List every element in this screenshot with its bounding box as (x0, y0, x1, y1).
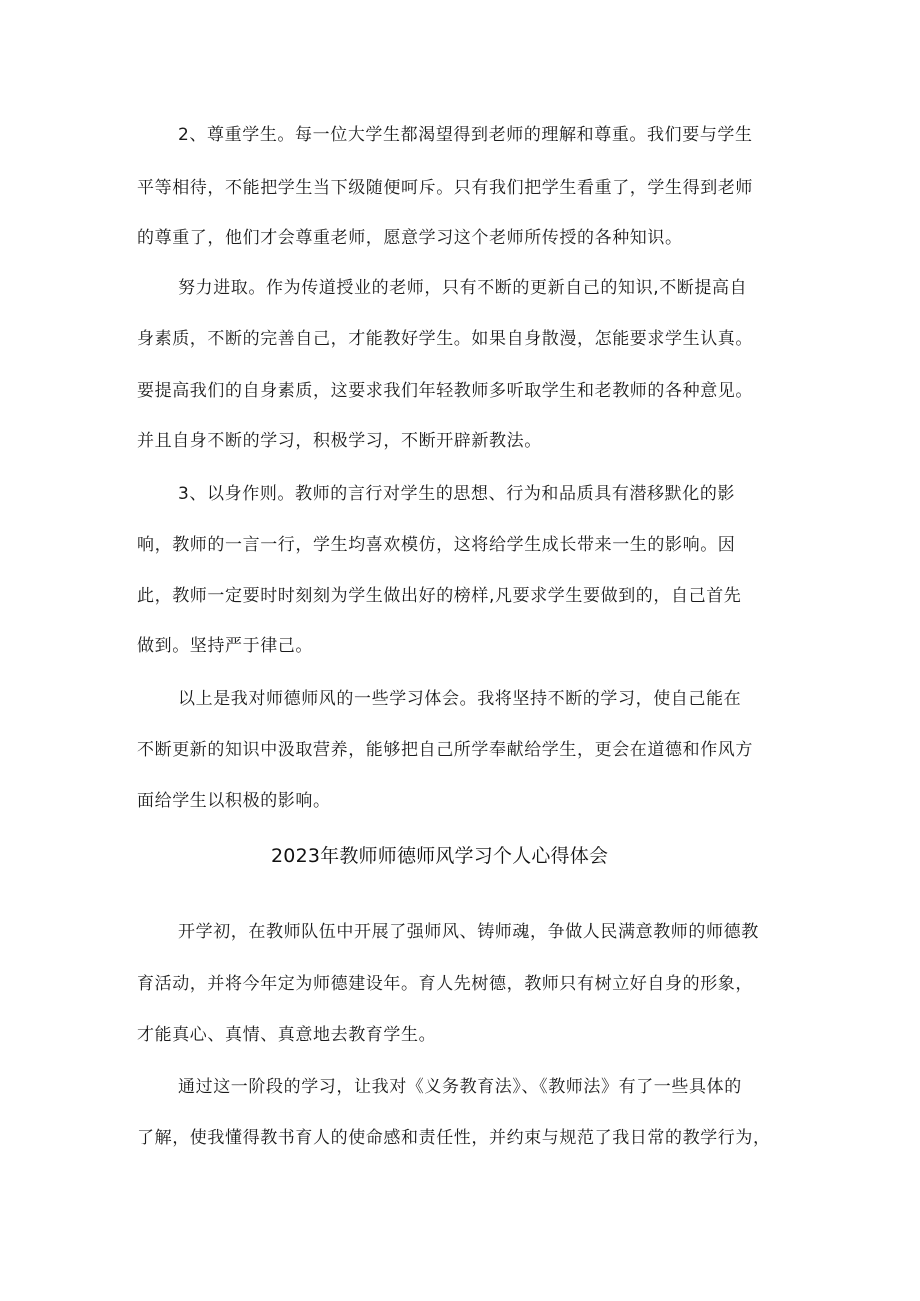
text-line: 平等相待，不能把学生当下级随便呵斥。只有我们把学生看重了，学生得到老师 (137, 178, 753, 198)
text-line: 响，教师的一言一行，学生均喜欢模仿，这将给学生成长带来一生的影响。因 (137, 535, 736, 555)
text-line: 的尊重了，他们才会尊重老师，愿意学习这个老师所传授的各种知识。 (137, 228, 683, 248)
text-line: 此，教师一定要时时刻刻为学生做出好的榜样,凡要求学生要做到的，自己首先 (137, 586, 742, 606)
text-line: 做到。坚持严于律己。 (137, 636, 313, 656)
text-line: 身素质，不断的完善自己，才能教好学生。如果自身散漫，怎能要求学生认真。 (137, 329, 753, 349)
text-line: 3、以身作则。教师的言行对学生的思想、行为和品质具有潜移默化的影 (178, 484, 736, 504)
text-line: 2、尊重学生。每一位大学生都渴望得到老师的理解和尊重。我们要与学生 (178, 125, 753, 145)
text-line: 开学初，在教师队伍中开展了强师风、铸师魂，争做人民满意教师的师德教 (178, 922, 759, 942)
text-line: 才能真心、真情、真意地去教育学生。 (137, 1025, 437, 1045)
section-title: 2023年教师师德师风学习个人心得体会 (271, 845, 609, 867)
text-line: 并且自身不断的学习，积极学习，不断开辟新教法。 (137, 431, 542, 451)
text-line: 育活动，并将今年定为师德建设年。育人先树德，教师只有树立好自身的形象， (137, 974, 753, 994)
text-line: 了解，使我懂得教书育人的使命感和责任性，并约束与规范了我日常的教学行为， (137, 1128, 771, 1148)
text-line: 以上是我对师德师风的一些学习体会。我将坚持不断的学习，使自己能在 (178, 689, 742, 709)
text-line: 要提高我们的自身素质，这要求我们年轻教师多听取学生和老教师的各种意见。 (137, 381, 753, 401)
text-line: 不断更新的知识中汲取营养，能够把自己所学奉献给学生，更会在道德和作风方 (137, 740, 753, 760)
text-line: 面给学生以积极的影响。 (137, 791, 331, 811)
text-line: 努力进取。作为传道授业的老师，只有不断的更新自己的知识,不断提高自 (178, 278, 748, 298)
text-line: 通过这一阶段的学习，让我对《义务教育法》、《教师法》有了一些具体的 (178, 1077, 742, 1097)
